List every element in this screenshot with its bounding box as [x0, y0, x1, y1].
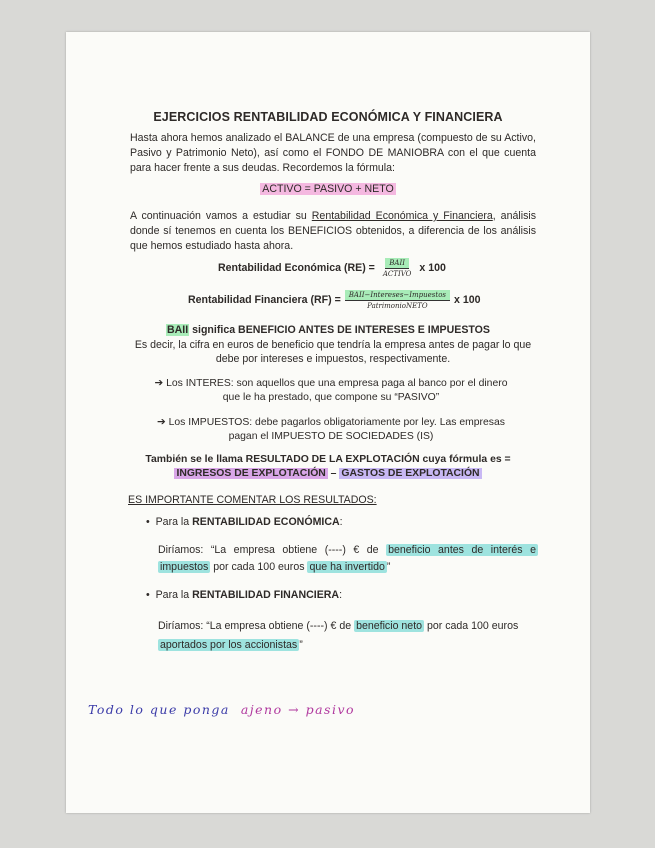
- balance-formula-text: ACTIVO = PASIVO + NETO: [262, 183, 394, 195]
- financiera-highlight-2: aportados por los accionistas: [160, 639, 298, 651]
- economica-bold: RENTABILIDAD ECONÓMICA: [192, 516, 340, 528]
- balance-formula: [66, 183, 590, 195]
- re-numerator: BAII: [385, 258, 409, 269]
- bullet-dot: •: [146, 589, 156, 601]
- resultado-explotacion: [66, 453, 590, 481]
- re-formula: [218, 258, 446, 278]
- economica-text-3: ”: [386, 561, 391, 573]
- bullet-economica: [146, 516, 343, 528]
- rf-numerator: BAII−Intereses−Impuestos: [345, 290, 450, 301]
- financiera-suffix: :: [339, 589, 343, 601]
- para2-text-before: A continuación vamos a estudiar su: [130, 210, 312, 222]
- handwritten-note: [88, 702, 355, 717]
- rf-denominator: PatrimonioNETO: [367, 302, 428, 310]
- economica-text-1: Diríamos: “La empresa obtiene (----) € de: [158, 544, 387, 556]
- page-title: EJERCICIOS RENTABILIDAD ECONÓMICA Y FINANCIERA: [153, 110, 503, 124]
- bullet-impuestos: ➔ Los IMPUESTOS: debe pagarlos obligatoriamente por ley. Las empresas pagan el IMPUESTO DE SOCIEDADES (IS): [157, 417, 505, 442]
- financiera-text-2: por cada 100 euros: [424, 620, 519, 632]
- intro-paragraph: Hasta ahora hemos analizado el BALANCE de una empresa (compuesto de su Activo, Pasivo y Patrimonio Neto), así como el FONDO DE MANIOBRA con el que cuenta para hacer frente a sus deudas. Recordemos la fórmula:: [130, 132, 536, 174]
- re-label: Rentabilidad Económica (RE) =: [218, 262, 375, 274]
- financiera-highlight-1: beneficio neto: [356, 620, 423, 632]
- handwritten-arrow-icon: →: [288, 702, 301, 717]
- document-page: [66, 32, 590, 813]
- economica-highlight-3: que ha invertido: [309, 561, 385, 573]
- economica-highlight-2: impuestos: [160, 561, 209, 573]
- rf-label: Rentabilidad Financiera (RF) =: [188, 294, 341, 306]
- baii-definition-text: significa BENEFICIO ANTES DE INTERESES E IMPUESTOS: [189, 324, 490, 336]
- economica-highlight-1: beneficio antes de interés e: [388, 544, 536, 556]
- financiera-prefix: Para la: [155, 589, 193, 601]
- paragraph-rentabilidad: [130, 209, 536, 254]
- important-heading: ES IMPORTANTE COMENTAR LOS RESULTADOS:: [128, 494, 377, 506]
- ingresos-explotacion: INGRESOS DE EXPLOTACIÓN: [176, 468, 326, 479]
- handwritten-words: Todo lo que ponga: [88, 702, 230, 717]
- rf-tail: x 100: [454, 294, 481, 306]
- para2-text-after: , análisis donde sí tenemos en cuenta los BENEFICIOS obtenidos, a diferencia de los análisis que hemos estudiado hasta ahora.: [130, 210, 537, 252]
- resultado-line1: También se le llama RESULTADO DE LA EXPLOTACIÓN cuya fórmula es =: [145, 454, 511, 465]
- baii-definition: [66, 324, 590, 336]
- baii-term: BAII: [167, 324, 189, 336]
- financiera-text-1: Diríamos: “La empresa obtiene (----) € de: [158, 620, 355, 632]
- economica-text-2: por cada 100 euros: [210, 561, 308, 573]
- economica-prefix: Para la: [155, 516, 193, 528]
- bullet-intereses: ➔ Los INTERES: son aquellos que una empresa paga al banco por el dinero que le ha prestado, que compone su “PASIVO”: [154, 378, 508, 403]
- re-fraction: [379, 258, 416, 278]
- handwritten-ajeno: ajeno: [240, 702, 283, 717]
- re-tail: x 100: [419, 262, 446, 274]
- economica-comment: [158, 542, 538, 576]
- rf-formula: [188, 290, 481, 310]
- economica-suffix: :: [339, 516, 343, 528]
- bullet-financiera: [146, 589, 342, 601]
- financiera-comment: [158, 617, 538, 655]
- rf-fraction: [345, 290, 450, 310]
- bullet-dot: •: [146, 516, 156, 528]
- para2-underlined: Rentabilidad Económica y Financiera: [311, 210, 493, 222]
- financiera-bold: RENTABILIDAD FINANCIERA: [192, 589, 340, 601]
- resultado-line2: [66, 467, 590, 481]
- re-denominator: ACTIVO: [382, 270, 412, 278]
- baii-explanation: Es decir, la cifra en euros de beneficio que tendría la empresa antes de pagar lo que debe por intereses e impuestos, respectivamente.: [134, 339, 532, 365]
- handwritten-pasivo: pasivo: [305, 702, 356, 717]
- resultado-dash: –: [327, 468, 340, 479]
- financiera-text-3: ”: [299, 639, 303, 651]
- gastos-explotacion: GASTOS DE EXPLOTACIÓN: [341, 468, 480, 479]
